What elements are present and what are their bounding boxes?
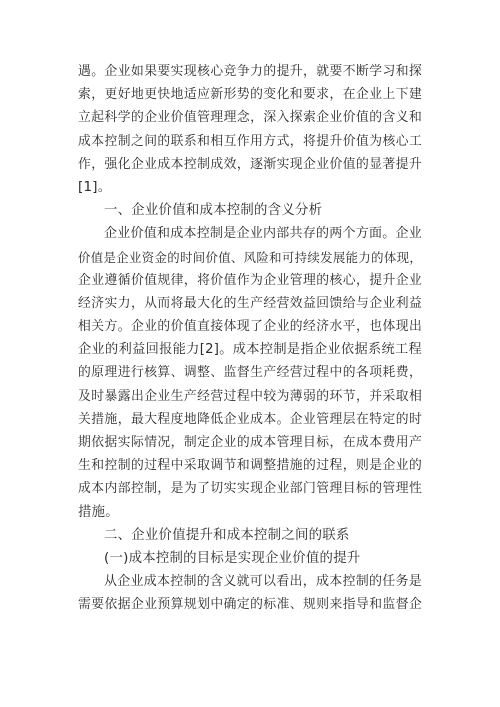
text-line: [1]。	[78, 179, 112, 195]
text-line: 经济实力，从而将最大化的生产经营效益回馈给与企业利益	[78, 295, 422, 311]
section-heading: (一)成本控制的目标是实现企业价值的提升	[104, 550, 361, 566]
text-line: 作，强化企业成本控制成效，逐渐实现企业价值的显著提升	[78, 156, 422, 172]
section-heading: 一、企业价值和成本控制的含义分析	[104, 203, 323, 219]
text-line: 生和控制的过程中采取调节和调整措施的过程，则是企业的	[78, 458, 422, 474]
document-text	[78, 60, 422, 617]
text-line: 关措施，最大程度地降低企业成本。企业管理层在特定的时	[78, 411, 422, 427]
section-heading: 二、企业价值提升和成本控制之间的联系	[104, 527, 350, 543]
text-line: 需要依据企业预算规划中确定的标准、规则来指导和监督企	[78, 597, 422, 613]
text-line: 及时暴露出企业生产经营过程中较为薄弱的环节，并采取相	[78, 388, 422, 404]
text-line: 价值是企业资金的时间价值、风险和可持续发展能力的体现，	[78, 249, 422, 265]
text-line: 相关方。企业的价值直接体现了企业的经济水平，也体现出	[78, 319, 422, 335]
text-line: 成本控制之间的联系和相互作用方式，将提升价值为核心工	[78, 133, 422, 149]
text-line: 成本内部控制，是为了切实实现企业部门管理目标的管理性	[78, 481, 422, 497]
text-line: 立起科学的企业价值管理理念，深入探索企业价值的含义和	[78, 110, 422, 126]
text-line: 企业的利益回报能力[2]。成本控制是指企业依据系统工程	[78, 342, 422, 358]
text-line: 企业价值和成本控制是企业内部共存的两个方面。企业	[104, 226, 423, 242]
text-line: 的原理进行核算、调整、监督生产经营过程中的各项耗费，	[78, 365, 422, 381]
text-line: 从企业成本控制的含义就可以看出，成本控制的任务是	[104, 574, 423, 590]
text-line: 措施。	[78, 504, 119, 520]
text-line: 企业遵循价值规律，将价值作为企业管理的核心，提升企业	[78, 272, 422, 288]
text-line: 期依据实际情况，制定企业的成本管理目标，在成本费用产	[78, 435, 422, 450]
text-line: 索，更好地更快地适应新形势的变化和要求，在企业上下建	[78, 87, 422, 103]
text-line: 遇。企业如果要实现核心竞争力的提升，就要不断学习和探	[78, 64, 422, 79]
